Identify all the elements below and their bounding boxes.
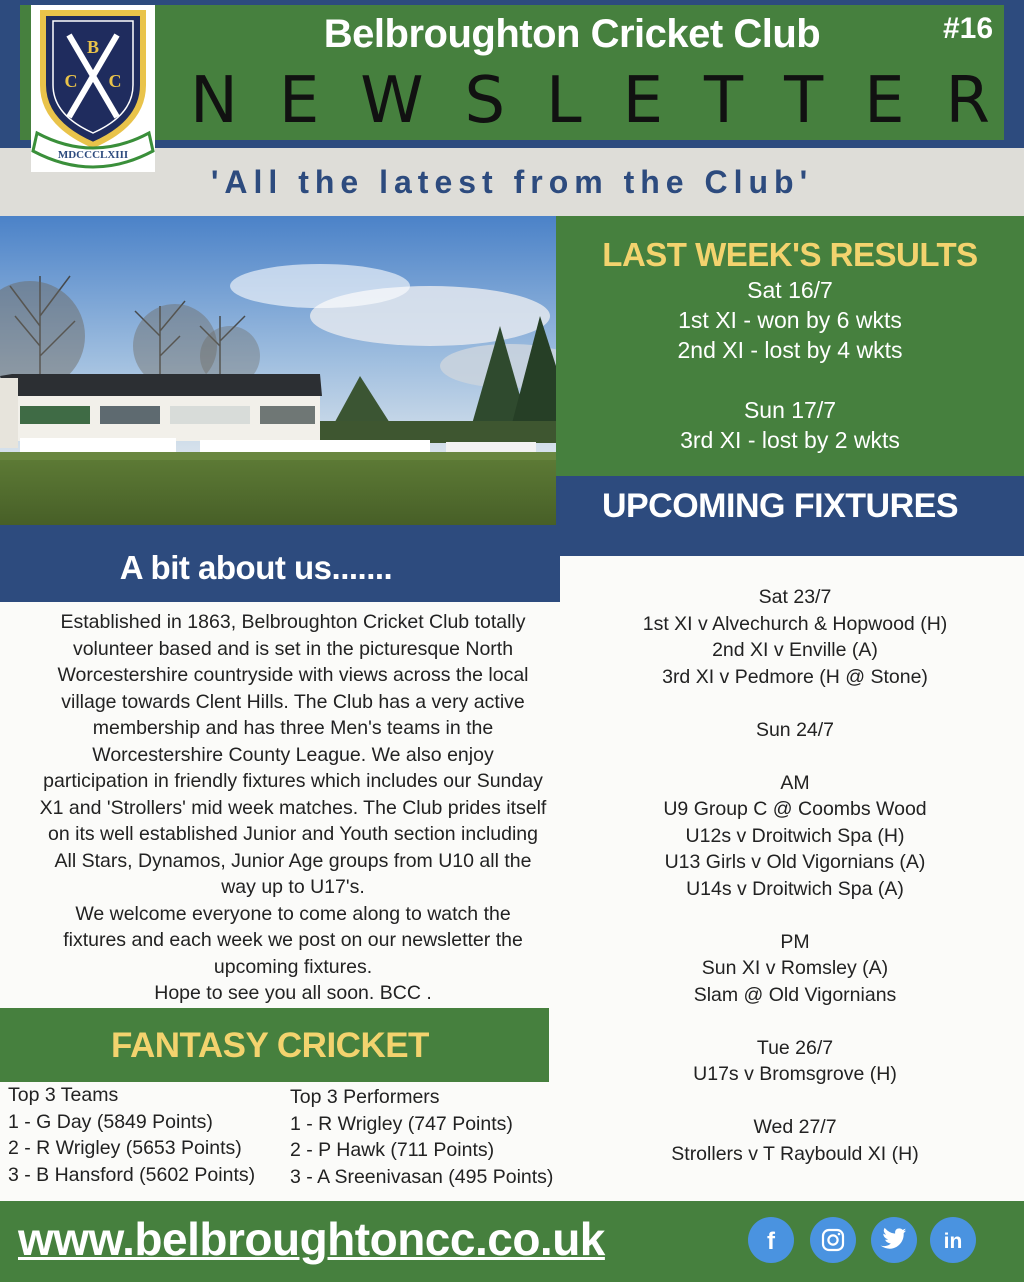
crest-letter: C — [108, 71, 122, 91]
svg-text:f: f — [767, 1228, 775, 1255]
about-line: Hope to see you all soon. BCC . — [154, 982, 432, 1004]
about-line: participation in friendly fixtures which includes our Sunday — [43, 770, 543, 792]
twitter-icon[interactable] — [871, 1217, 917, 1263]
fixture-line: Sun XI v Romsley (A) — [701, 957, 889, 979]
fixture-line: 1st XI v Alvechurch & Hopwood (H) — [642, 612, 948, 635]
results-line: 1st XI - won by 6 wkts — [678, 307, 902, 333]
about-text — [0, 609, 586, 1007]
results-line: 2nd XI - lost by 4 wkts — [677, 337, 903, 363]
top-performers-heading: Top 3 Performers — [290, 1086, 440, 1108]
team-entry: 3 - B Hansford (5602 Points) — [8, 1163, 256, 1186]
fixture-line: Sun 24/7 — [755, 718, 835, 741]
results-list — [556, 275, 1024, 455]
top-teams-heading: Top 3 Teams — [8, 1084, 119, 1106]
fixture-line: AM — [780, 771, 810, 794]
crest-ribbon-text: MDCCCLXIII — [57, 149, 129, 161]
fantasy-title: FANTASY CRICKET — [111, 1026, 429, 1065]
results-line: Sun 17/7 — [743, 397, 837, 423]
team-entry: 1 - G Day (5849 Points) — [8, 1110, 213, 1133]
fixtures-list — [570, 584, 1020, 1167]
fixture-line: U9 Group C @ Coombs Wood — [663, 798, 927, 820]
newsletter-letter: N — [190, 64, 238, 138]
tagline: 'All the latest from the Club' — [210, 164, 814, 200]
fixture-line — [570, 690, 1020, 717]
instagram-icon[interactable] — [810, 1217, 856, 1263]
newsletter-heading — [190, 64, 990, 138]
club-name: Belbroughton Cricket Club — [323, 12, 821, 56]
clubhouse-photo — [0, 216, 556, 525]
crest-letter: B — [86, 37, 100, 57]
newsletter-letter: E — [864, 64, 905, 138]
fixture-line: U13 Girls v Old Vigornians (A) — [664, 851, 926, 873]
newsletter-letter: S — [464, 64, 506, 138]
about-line: way up to U17's. — [221, 876, 365, 898]
results-line — [556, 365, 1024, 395]
issue-number: #16 — [942, 12, 994, 45]
newsletter-letter: T — [704, 64, 744, 138]
fixture-line: Sat 23/7 — [758, 586, 832, 608]
website-link[interactable]: www.belbroughtoncc.co.uk — [18, 1213, 605, 1265]
results-line: Sat 16/7 — [747, 277, 833, 303]
fixture-line — [570, 902, 1020, 929]
about-line: All Stars, Dynamos, Junior Age groups from U10 all the — [54, 849, 532, 872]
fixture-line: Wed 27/7 — [753, 1116, 837, 1138]
crest-letter: C — [64, 71, 78, 91]
fixture-line — [570, 743, 1020, 770]
fixture-line: Strollers v T Raybould XI (H) — [671, 1142, 919, 1165]
fixture-line: U14s v Droitwich Spa (A) — [686, 877, 904, 900]
newsletter-letter: L — [546, 64, 582, 138]
newsletter-letter: E — [622, 64, 664, 138]
fixture-line: 3rd XI v Pedmore (H @ Stone) — [662, 665, 928, 688]
fixture-line: U17s v Bromsgrove (H) — [693, 1063, 897, 1085]
about-line: upcoming fixtures. — [213, 955, 373, 978]
performer-entry: 2 - P Hawk (711 Points) — [290, 1139, 495, 1161]
about-line: volunteer based and is set in the picturesque North — [72, 637, 514, 660]
about-line: We welcome everyone to come along to watch the — [75, 902, 511, 925]
top-performers-list — [290, 1084, 553, 1190]
fixture-line: Tue 26/7 — [756, 1036, 834, 1059]
top-teams-list — [8, 1082, 255, 1188]
svg-text:in: in — [943, 1230, 963, 1253]
fixtures-title: UPCOMING FIXTURES — [601, 487, 959, 525]
performer-entry: 3 - A Sreenivasan (495 Points) — [290, 1165, 554, 1188]
results-line: 3rd XI - lost by 2 wkts — [680, 427, 900, 453]
club-crest-logo — [31, 5, 155, 172]
linkedin-icon[interactable] — [930, 1217, 976, 1263]
fixture-line — [570, 1008, 1020, 1035]
newsletter-letter: R — [945, 64, 990, 138]
about-line: village towards Clent Hills. The Club has a very active — [61, 690, 525, 713]
fixture-line — [570, 1088, 1020, 1115]
about-line: on its well established Junior and Youth section including — [48, 823, 538, 845]
fixture-line: 2nd XI v Enville (A) — [712, 639, 878, 661]
about-title: A bit about us....... — [119, 549, 393, 586]
about-line: Worcestershire County League. We also enjoy — [92, 743, 494, 766]
facebook-icon[interactable] — [748, 1217, 794, 1263]
fixture-line: PM — [780, 930, 810, 953]
about-line: Established in 1863, Belbroughton Cricket Club totally — [60, 611, 526, 633]
fixture-line: U12s v Droitwich Spa (H) — [685, 824, 905, 847]
results-title: LAST WEEK'S RESULTS — [602, 236, 978, 273]
newsletter-letter: E — [278, 64, 320, 138]
about-line: fixtures and each week we post on our newsletter the — [63, 929, 523, 951]
crest-icon — [31, 5, 155, 172]
team-entry: 2 - R Wrigley (5653 Points) — [8, 1137, 242, 1159]
about-line: Worcestershire countryside with views across the local — [57, 664, 529, 686]
fixture-line: Slam @ Old Vigornians — [693, 983, 897, 1006]
about-line: membership and has three Men's teams in the — [92, 717, 494, 739]
newsletter-letter: T — [784, 64, 824, 138]
about-line: X1 and 'Strollers' mid week matches. The Club prides itself — [39, 796, 547, 819]
performer-entry: 1 - R Wrigley (747 Points) — [290, 1112, 513, 1135]
newsletter-letter: W — [360, 64, 424, 138]
